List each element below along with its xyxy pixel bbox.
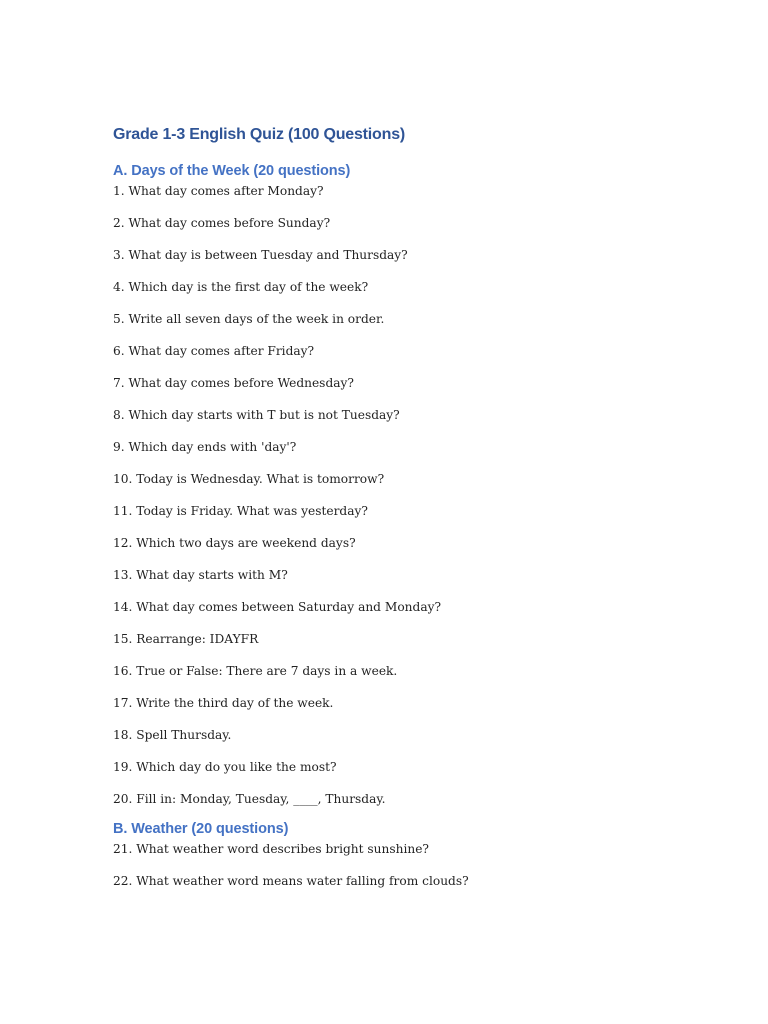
section-weather — [113, 819, 713, 889]
question-item: 12. Which two days are weekend days? — [113, 536, 356, 550]
question-item: 15. Rearrange: IDAYFR — [113, 632, 259, 646]
section-heading: A. Days of the Week (20 questions) — [113, 163, 351, 179]
question-item: 18. Spell Thursday. — [113, 728, 232, 742]
question-item: 20. Fill in: Monday, Tuesday, ____, Thursday. — [113, 792, 386, 806]
document-title: Grade 1-3 English Quiz (100 Questions) — [113, 126, 406, 143]
question-list — [113, 183, 713, 807]
question-item: 5. Write all seven days of the week in order. — [113, 312, 385, 326]
question-item: 4. Which day is the first day of the week? — [113, 280, 369, 294]
question-list — [113, 841, 713, 889]
question-item: 11. Today is Friday. What was yesterday? — [113, 504, 368, 518]
question-item: 2. What day comes before Sunday? — [113, 216, 331, 230]
question-item: 10. Today is Wednesday. What is tomorrow? — [113, 472, 385, 486]
document-page — [113, 124, 713, 889]
question-item: 9. Which day ends with 'day'? — [113, 440, 297, 454]
question-item: 16. True or False: There are 7 days in a week. — [113, 664, 398, 678]
section-days-of-week — [113, 161, 713, 807]
question-item: 22. What weather word means water falling from clouds? — [113, 874, 469, 888]
section-heading: B. Weather (20 questions) — [113, 821, 289, 837]
question-item: 14. What day comes between Saturday and Monday? — [113, 600, 442, 614]
question-item: 21. What weather word describes bright sunshine? — [113, 842, 429, 856]
question-item: 7. What day comes before Wednesday? — [113, 376, 354, 390]
question-item: 8. Which day starts with T but is not Tuesday? — [113, 408, 400, 422]
question-item: 19. Which day do you like the most? — [113, 760, 337, 774]
question-item: 6. What day comes after Friday? — [113, 344, 315, 358]
question-item: 13. What day starts with M? — [113, 568, 288, 582]
question-item: 17. Write the third day of the week. — [113, 696, 334, 710]
question-item: 3. What day is between Tuesday and Thursday? — [113, 248, 408, 262]
question-item: 1. What day comes after Monday? — [113, 184, 324, 198]
